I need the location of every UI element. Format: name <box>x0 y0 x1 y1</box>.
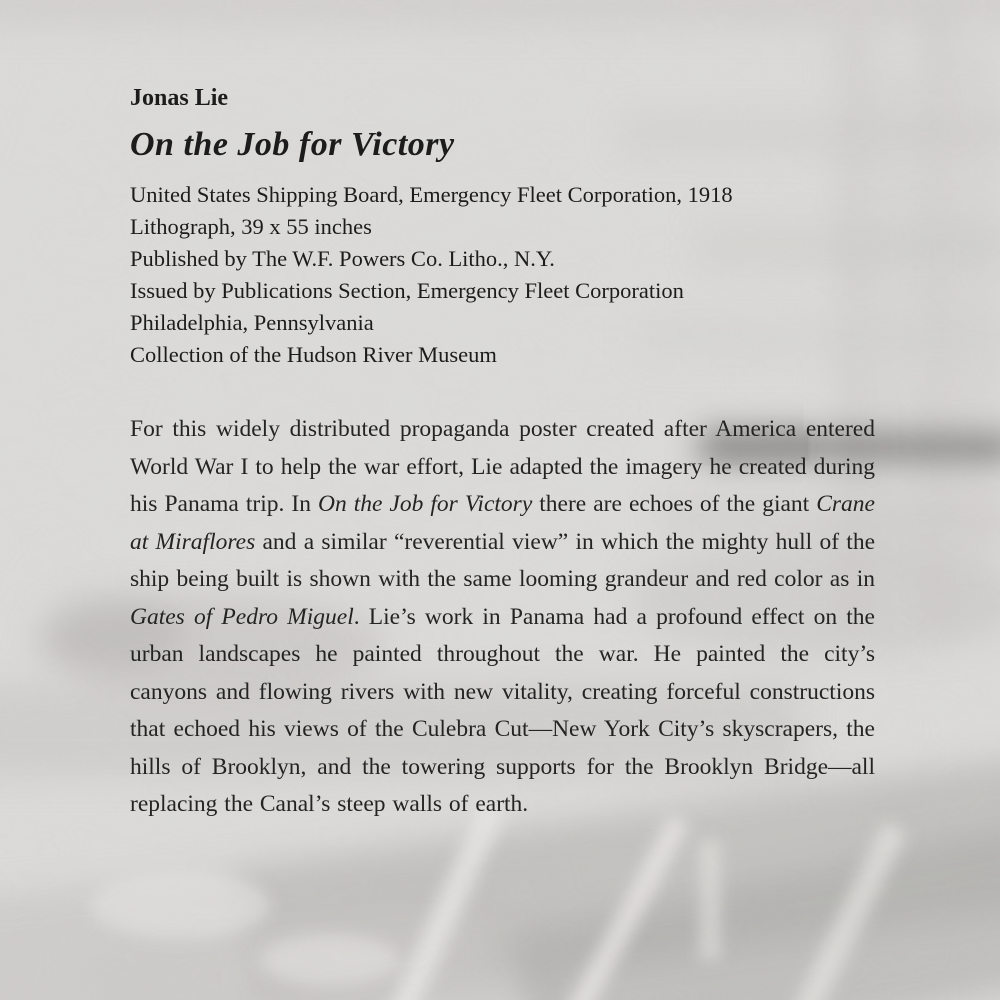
body-segment: For this widely distributed propaganda poster created after America entered World War I to help the war effort, Lie adapted the imagery he created during his Panama trip. In <box>130 416 875 517</box>
artwork-title: On the Job for Victory <box>130 126 455 163</box>
body-segment: Gates of Pedro Miguel <box>130 603 354 630</box>
credit-lines <box>130 179 875 371</box>
credit-line: Lithograph, 39 x 55 inches <box>130 214 372 239</box>
body-paragraph <box>130 411 875 824</box>
credit-line: United States Shipping Board, Emergency Fleet Corporation, 1918 <box>130 182 733 207</box>
body-segment: there are echoes of the giant <box>532 491 817 517</box>
credit-line: Published by The W.F. Powers Co. Litho., N.Y. <box>130 246 555 271</box>
credit-line: Collection of the Hudson River Museum <box>130 342 497 367</box>
body-segment: On the Job for Victory <box>317 491 533 517</box>
label-content <box>130 0 875 824</box>
body-segment: and a similar “reverential view” in which the mighty hull of the ship being built is shown with the same looming grandeur and red color as in <box>130 528 876 592</box>
credit-line: Philadelphia, Pennsylvania <box>130 310 374 335</box>
body-segment: . Lie’s work in Panama had a profound effect on the urban landscapes he painted throughout the war. He painted the city’s canyons and flowing rivers with new vitality, creating forceful constructions that echoed his views of the Culebra Cut—New York City’s skyscrapers, the hills of Brooklyn, and the towering supports for the Brooklyn Bridge—all replacing the Canal’s steep walls of earth. <box>130 603 875 817</box>
credit-line: Issued by Publications Section, Emergency Fleet Corporation <box>130 278 684 303</box>
body-segment: Crane at Miraflores <box>130 491 875 555</box>
artist-name: Jonas Lie <box>130 85 229 111</box>
